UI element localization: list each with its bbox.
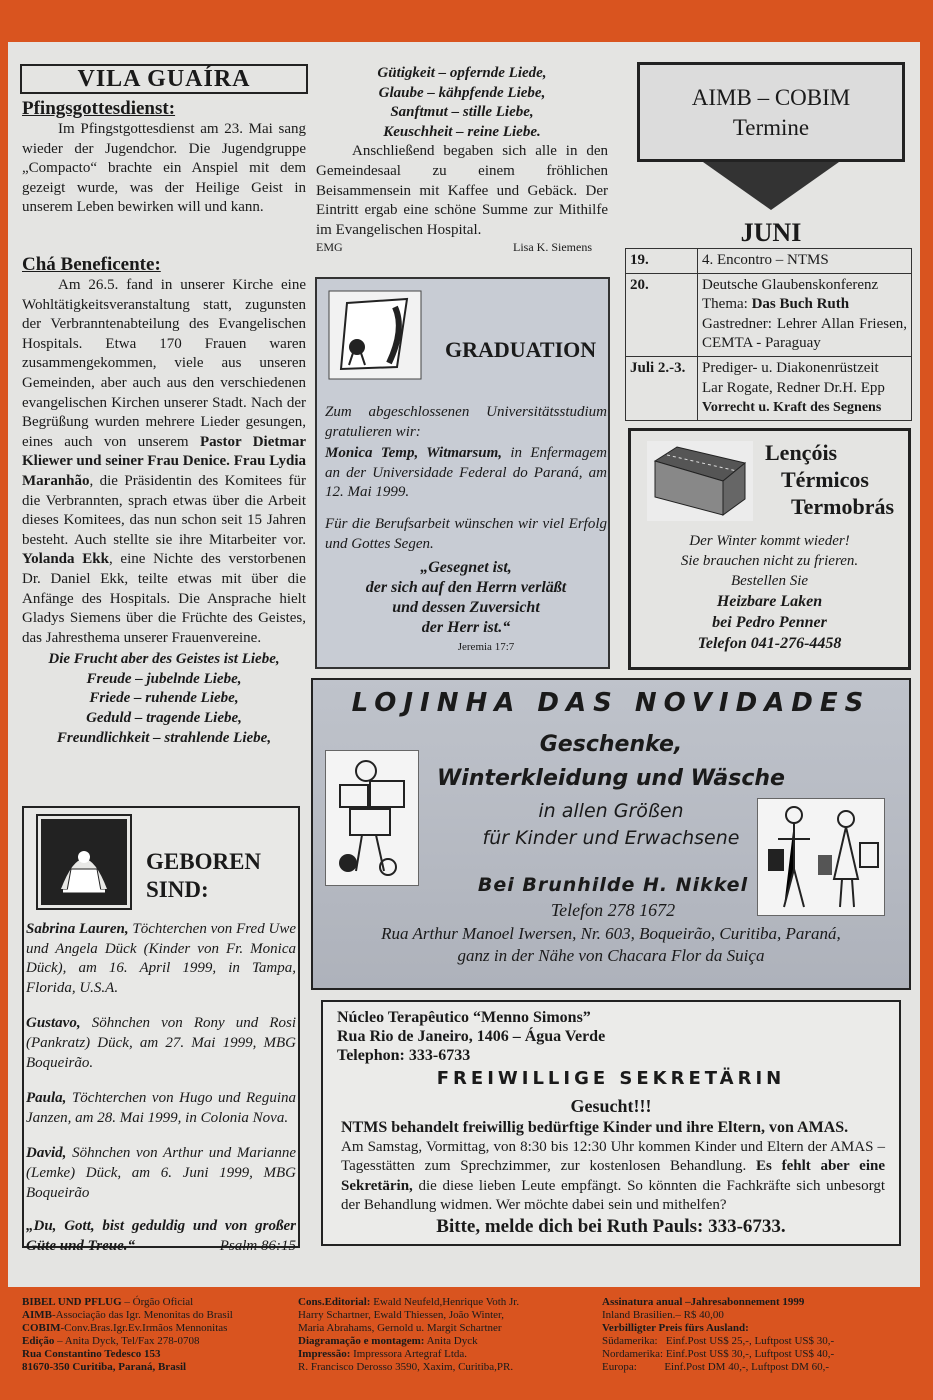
fruit-line: Freude – jubelnde Liebe, [86, 670, 242, 687]
birth-list [24, 920, 298, 1256]
nucleo-street: Rua Rio de Janeiro, 1406 – Água Verde [337, 1028, 606, 1045]
graduation-content [325, 403, 607, 658]
pfingst-section [22, 98, 306, 218]
lojinha-address2: ganz in der Nähe von Chacara Flor da Suiça [457, 946, 765, 965]
nucleo-call: Bitte, melde dich bei Ruth Pauls: 333-6733. [436, 1216, 786, 1237]
shopping-couple-icon [757, 798, 885, 916]
aimb-termine-header [637, 62, 905, 162]
baby-cradle-icon [38, 816, 130, 908]
graduation-box [315, 277, 610, 669]
footer-col-subscription: Assinatura anual –Jahresabonnement 1999 Inland Brasilien.– R$ 40,00 Verbilligter Preis fürs Ausland: Südamerika: Einf.Post US$ 25,-, Luftpost US$ 30,- Nordamerika: Einf.Post US$ 30,-, Luftpost US$ 40,- Europa: Einf.Post DM 40,-, Luftpost DM 60,- [602, 1296, 835, 1373]
cha-text: Am 26.5. fand in unserer Kirche eine Wohltätigkeitsveranstaltung statt, zugunsten der Verbranntenabteilung des Evangelischen Hospitals. Etwa 170 Frauen waren zusammengekommen, viele aus unseren Gemeinden, aber auch aus den verschiedenen evangelischen Kirchen unserer Stadt. Nach der Begrüßung wurden mehrere Lieder gesungen, eines auch von unserem Pastor Dietmar Kliewer und seiner Frau Denice. Frau Lydia Maranhão, die Präsidentin des Komitees für die Verbrannten, sprach etwas über die Arbeit dieses Komitees, das nun schon seit 15 Jahren besteht. Auch stellte sie ihre Mitarbeiter vor. Yolanda Ekk, eine Nichte des verstorbenen Dr. Daniel Ekk, teilte etwas mit über die Anfänge des Hospitals. Die Ansprache hielt Gladys Siemens über die Früchte des Geistes, das Jahresthema unserer Frauenvereine. [22, 277, 307, 646]
graduation-title: GRADUATION [445, 337, 597, 362]
cha-bold-yolanda: Yolanda Ekk [22, 551, 109, 568]
cha-bold-names: Pastor Dietmar Kliewer und seiner Frau Denice. Frau Lydia Maranhão [22, 433, 307, 489]
nucleo-phone: Telephon: 333-6733 [337, 1047, 471, 1064]
nucleo-heading: FREIWILLIGE SEKRETÄRIN [436, 1068, 786, 1089]
birth-entry: Sabrina Lauren, Töchterchen von Fred Uwe und Angela Dück (Kinder von Fr. Monica Dück), am 16. April 1999, in Tampa, Florida, U.S.A. [26, 921, 296, 996]
closing-text: Anschließend begaben sich alle in den Gemeindesaal zu einem fröhlichen Beisammensein mit Kaffee und Gebäck. Der Eintritt ergab eine schöne Summe zur Mithilfe im Evangelischen Hospital. [316, 143, 608, 238]
nucleo-address [337, 1008, 605, 1065]
termin-date: 19. [626, 249, 698, 274]
cha-section [22, 254, 306, 748]
nucleo-text: Am Samstag, Vormittag, von 8:30 bis 12:30 Uhr kommen Kinder und Eltern der AMAS – Tagesstätten zum Sprechzimmer, zur kostenlosen Behandlung. Es fehlt aber eine Sekretärin, die diese lieben Leute empfängt. So könnten die Fachkräfte sich unbesorgt der Behandlung widmen. Wer möchte dabei sein und mithelfen? [341, 1138, 885, 1214]
lencois-text: Der Winter kommt wieder! Sie brauchen nicht zu frieren. Bestellen Sie Heizbare Laken bei Pedro Penner Telefon 041-276-4458 [680, 533, 859, 652]
termin-desc: 4. Encontro – NTMS [698, 249, 912, 274]
lojinha-line4: für Kinder und Erwachsene [482, 827, 740, 849]
vila-guaira-title: VILA GUAÍRA [20, 64, 308, 94]
nucleo-name: Núcleo Terapêutico “Menno Simons” [337, 1009, 591, 1026]
article-signature: EMG Lisa K. Siemens [316, 240, 592, 255]
geboren-title: GEBOREN SIND: [146, 849, 262, 902]
graduation-verse-ref: Jeremia 17:7 [457, 641, 515, 654]
lojinha-address1: Rua Arthur Manoel Iwersen, Nr. 603, Boqueirão, Curitiba, Paraná, [381, 924, 841, 943]
aimb-title: AIMB – COBIM Termine [691, 85, 851, 140]
diploma-scroll-icon [327, 289, 423, 381]
table-row [626, 356, 912, 420]
nucleo-bold-line: NTMS behandelt freiwillig bedürftige Kinder und ihre Eltern, von AMAS. [341, 1119, 849, 1136]
pfingst-text: Im Pfingstgottesdienst am 23. Mai sang wieder der Jugendchor. Die Jugendgruppe „Compacto“ brachte ein Anspiel mit dem gezeigt wurde, was der Heilige Geist in unserem Leben bewirken will und kann. [22, 121, 306, 216]
month-heading: JUNI [740, 218, 802, 247]
nucleo-body [341, 1118, 885, 1216]
fruits-continued [316, 64, 608, 255]
termin-date: Juli 2.-3. [626, 356, 698, 420]
lojinha-ad [311, 678, 911, 990]
graduation-verse: „Gesegnet ist, der sich auf den Herrn verläßt und dessen Zuversicht der Herr ist.“ [365, 559, 567, 637]
lencois-title: Lençóis Térmicos Termobrás [765, 440, 895, 519]
lencois-ad [628, 428, 911, 670]
lojinha-phone: Telefon 278 1672 [550, 900, 676, 920]
pfingst-heading: Pfingsgottesdienst: [22, 98, 176, 119]
footer-col-publisher: BIBEL UND PFLUG – Órgão Oficial AIMB-Associação das Igr. Menonitas do Brasil COBIM-Conv.Bras.Igr.Ev.Irmãos Mennonitas Edição – Anita Dyck, Tel/Fax 278-0708 Rua Constantino Tedesco 153 81670-350 Curitiba, Paraná, Brasil [22, 1296, 233, 1373]
lojinha-line1: Geschenke, [539, 732, 683, 757]
graduation-detail: Monica Temp, Witmarsum, in Enfermagem an der Universidade Federal do Paraná, am 12. Mai 1999. [325, 445, 607, 501]
fruit-line: Glaube – kähpfende Liebe, [378, 84, 546, 101]
graduation-intro: Zum abgeschlossenen Universitätsstudium gratulieren wir: [325, 404, 607, 440]
footer-imprint [0, 1290, 933, 1400]
fruit-line: Keuschheit – reine Liebe. [383, 123, 541, 140]
bed-icon [647, 441, 753, 521]
termin-desc: Prediger- u. Diakonenrüstzeit Lar Rogate, Redner Dr.H. Epp Vorrecht u. Kraft des Segnens [698, 356, 912, 420]
birth-entry: Paula, Töchterchen von Hugo und Reguina Janzen, am 28. Mai 1999, in Colonia Nova. [26, 1090, 296, 1126]
birth-verse-ref: Psalm 86:15 [219, 1237, 296, 1254]
arrow-down-icon [703, 162, 839, 210]
lojinha-line2: Winterkleidung und Wäsche [437, 766, 785, 791]
lojinha-title: LOJINHA DAS NOVIDADES [351, 688, 871, 718]
footer-col-editorial: Cons.Editorial: Ewald Neufeld,Henrique Voth Jr. Harry Schartner, Ewald Thiessen, João Winter, Maria Abrahams, Gernold u. Margit Schartner Diagramação e montagem: Anita Dyck Impressão: Impressora Artegraf Ltda. R. Francisco Derosso 3590, Xaxim, Curitiba,PR. [298, 1296, 520, 1373]
termine-table [625, 248, 912, 421]
birth-entry: David, Söhnchen von Arthur und Marianne (Lemke) Dück, am 6. Juni 1999, MBG Boqueirão [26, 1145, 296, 1201]
termin-date: 20. [626, 273, 698, 356]
nucleo-sub: Gesucht!!! [570, 1096, 652, 1116]
lojinha-owner: Bei Brunhilde H. Nikkel [477, 874, 749, 896]
lojinha-line3: in allen Größen [538, 800, 684, 822]
birth-verse: „Du, Gott, bist geduldig und von großer Güte und Treue.“ Psalm 86:15 [26, 1217, 296, 1256]
fruit-line: Sanftmut – stille Liebe, [390, 104, 534, 121]
newsletter-page [8, 42, 920, 1287]
geboren-box [22, 806, 300, 1254]
birth-entry: Gustavo, Söhnchen von Rony und Rosi (Pankratz) Dück, am 27. Mai 1999, MBG Boqueirão. [26, 1015, 296, 1071]
nucleo-ad [321, 1000, 901, 1246]
shopper-with-gifts-icon [325, 750, 419, 886]
fruits-list [22, 650, 306, 748]
table-row [626, 273, 912, 356]
fruit-line: Die Frucht aber des Geistes ist Liebe, [48, 651, 280, 668]
fruit-line: Gütigkeit – opfernde Liede, [377, 65, 547, 81]
graduation-wish: Für die Berufsarbeit wünschen wir viel Erfolg und Gottes Segen. [325, 515, 607, 552]
table-row [626, 249, 912, 274]
cha-heading: Chá Beneficente: [22, 254, 161, 275]
fruit-line: Friede – ruhende Liebe, [89, 690, 239, 707]
graduate-name: Monica Temp, Witmarsum, [325, 445, 502, 462]
termin-desc: Deutsche Glaubenskonferenz Thema: Das Buch Ruth Gastredner: Lehrer Allan Friesen, CEMTA - Paraguay [698, 273, 912, 356]
fruit-line: Freundlichkeit – strahlende Liebe, [56, 729, 272, 746]
fruit-line: Geduld – tragende Liebe, [86, 710, 242, 727]
